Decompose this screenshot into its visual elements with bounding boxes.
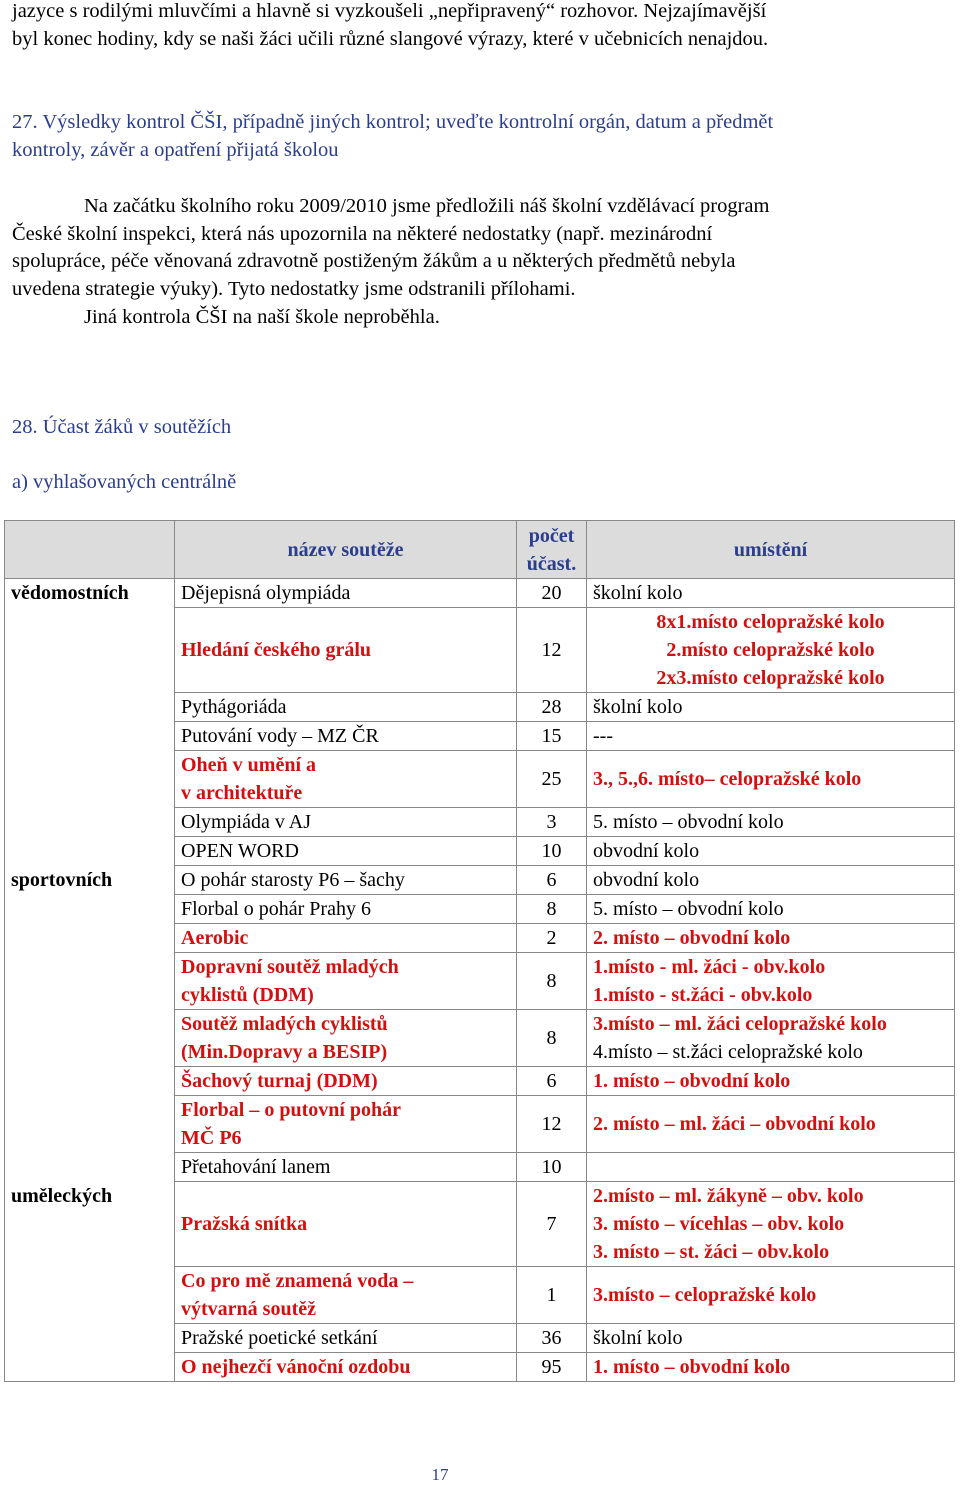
table-row [5,953,955,1010]
table-row [5,1096,955,1153]
competition-name: Oheň v umění a v architektuře [175,751,517,808]
competition-name: Pražská snítka [175,1182,517,1267]
section-27-paragraph-5: Jiná kontrola ČŠI na naší škole neproběhla. [84,306,440,328]
placement: školní kolo [587,1324,955,1353]
placement: obvodní kolo [587,866,955,895]
competition-name: Aerobic [175,924,517,953]
section-27-heading-1: 27. Výsledky kontrol ČŠI, případně jiných kontrol; uveďte kontrolní orgán, datum a předmět [12,111,774,133]
participant-count: 6 [517,866,587,895]
table-row [5,751,955,808]
intro-line-1: jazyce s rodilými mluvčími a hlavně si vyzkoušeli „nepřipravený“ rozhovor. Nejzajímavější [12,0,767,22]
competition-name: O nejhezčí vánoční ozdobu [175,1353,517,1382]
participant-count: 28 [517,693,587,722]
table-row [5,808,955,837]
category-cell [5,1267,175,1324]
participant-count: 7 [517,1182,587,1267]
category-label: uměleckých [5,1182,175,1267]
category-cell [5,1324,175,1353]
participant-count: 6 [517,1067,587,1096]
competition-name: Pythágoriáda [175,693,517,722]
placement: 3.místo – celopražské kolo [587,1267,955,1324]
table-row [5,1010,955,1067]
competition-name: Hledání českého grálu [175,608,517,693]
category-cell [5,1010,175,1067]
table-row [5,1267,955,1324]
competition-name: Florbal o pohár Prahy 6 [175,895,517,924]
competition-name: Pražské poetické setkání [175,1324,517,1353]
placement: 5. místo – obvodní kolo [587,808,955,837]
competition-name: Florbal – o putovní pohár MČ P6 [175,1096,517,1153]
competition-name: Šachový turnaj (DDM) [175,1067,517,1096]
participant-count: 36 [517,1324,587,1353]
participant-count: 25 [517,751,587,808]
table-row [5,722,955,751]
table-row [5,924,955,953]
placement: 5. místo – obvodní kolo [587,895,955,924]
category-cell [5,1153,175,1182]
category-cell [5,608,175,693]
placement: 1. místo – obvodní kolo [587,1067,955,1096]
table-row [5,693,955,722]
table-row [5,1353,955,1382]
section-27-paragraph-1: Na začátku školního roku 2009/2010 jsme předložili náš školní vzdělávací program [84,195,770,217]
competition-name: Co pro mě znamená voda – výtvarná soutěž [175,1267,517,1324]
section-27-paragraph-2: České školní inspekci, která nás upozornila na některé nedostatky (např. mezinárodní [12,223,713,245]
category-cell [5,837,175,866]
table-row [5,1153,955,1182]
section-27-paragraph-3: spolupráce, péče věnovaná zdravotně postiženým žákům a u některých předmětů nebyla [12,250,736,272]
table-row [5,866,955,895]
category-label: sportovních [5,866,175,895]
section-27-paragraph-4: uvedena strategie výuky). Tyto nedostatky jsme odstranili přílohami. [12,278,576,300]
competitions-table [4,520,955,1382]
category-cell [5,953,175,1010]
participant-count: 10 [517,837,587,866]
placement: obvodní kolo [587,837,955,866]
competition-name: OPEN WORD [175,837,517,866]
competition-name: O pohár starosty P6 – šachy [175,866,517,895]
competition-name: Přetahování lanem [175,1153,517,1182]
competition-name: Soutěž mladých cyklistů (Min.Dopravy a BESIP) [175,1010,517,1067]
section-28-subheading: a) vyhlašovaných centrálně [12,471,237,493]
placement: 1. místo – obvodní kolo [587,1353,955,1382]
competition-name: Olympiáda v AJ [175,808,517,837]
placement: 3., 5.,6. místo– celopražské kolo [587,751,955,808]
participant-count: 10 [517,1153,587,1182]
section-27-heading-2: kontroly, závěr a opatření přijatá školou [12,139,339,161]
participant-count: 8 [517,1010,587,1067]
header-count: počet účast. [517,521,587,579]
table-row [5,608,955,693]
competition-name: Dopravní soutěž mladých cyklistů (DDM) [175,953,517,1010]
table-row [5,579,955,608]
participant-count: 95 [517,1353,587,1382]
participant-count: 8 [517,953,587,1010]
table-row [5,837,955,866]
placement: školní kolo [587,579,955,608]
category-cell [5,751,175,808]
section-28-heading: 28. Účast žáků v soutěžích [12,416,232,438]
placement: 2. místo – ml. žáci – obvodní kolo [587,1096,955,1153]
table-row [5,1324,955,1353]
table-header-row [5,521,955,579]
page-number: 17 [431,1465,449,1484]
competition-name: Dějepisná olympiáda [175,579,517,608]
category-cell [5,1067,175,1096]
participant-count: 20 [517,579,587,608]
placement: 3.místo – ml. žáci celopražské kolo 4.místo – st.žáci celopražské kolo [587,1010,955,1067]
participant-count: 15 [517,722,587,751]
table-row [5,1182,955,1267]
placement: 2. místo – obvodní kolo [587,924,955,953]
category-cell [5,924,175,953]
header-name: název soutěže [175,521,517,579]
competition-name: Putování vody – MZ ČR [175,722,517,751]
header-place: umístění [587,521,955,579]
intro-line-2: byl konec hodiny, kdy se naši žáci učili různé slangové výrazy, které v učebnicích nenajdou. [12,28,769,50]
participant-count: 3 [517,808,587,837]
category-cell [5,722,175,751]
placement: 8x1.místo celopražské kolo 2.místo celopražské kolo 2x3.místo celopražské kolo [587,608,955,693]
placement: školní kolo [587,693,955,722]
category-cell [5,693,175,722]
participant-count: 8 [517,895,587,924]
category-cell [5,1096,175,1153]
participant-count: 1 [517,1267,587,1324]
category-cell [5,895,175,924]
category-cell [5,1353,175,1382]
header-category-cell [5,521,175,579]
placement: 2.místo – ml. žákyně – obv. kolo 3. místo – vícehlas – obv. kolo 3. místo – st. žáci – obv.kolo [587,1182,955,1267]
placement [587,1153,955,1182]
placement: 1.místo - ml. žáci - obv.kolo 1.místo - st.žáci - obv.kolo [587,953,955,1010]
category-cell [5,808,175,837]
participant-count: 12 [517,1096,587,1153]
participant-count: 12 [517,608,587,693]
placement: --- [587,722,955,751]
table-row [5,1067,955,1096]
table-row [5,895,955,924]
category-label: vědomostních [5,579,175,608]
participant-count: 2 [517,924,587,953]
